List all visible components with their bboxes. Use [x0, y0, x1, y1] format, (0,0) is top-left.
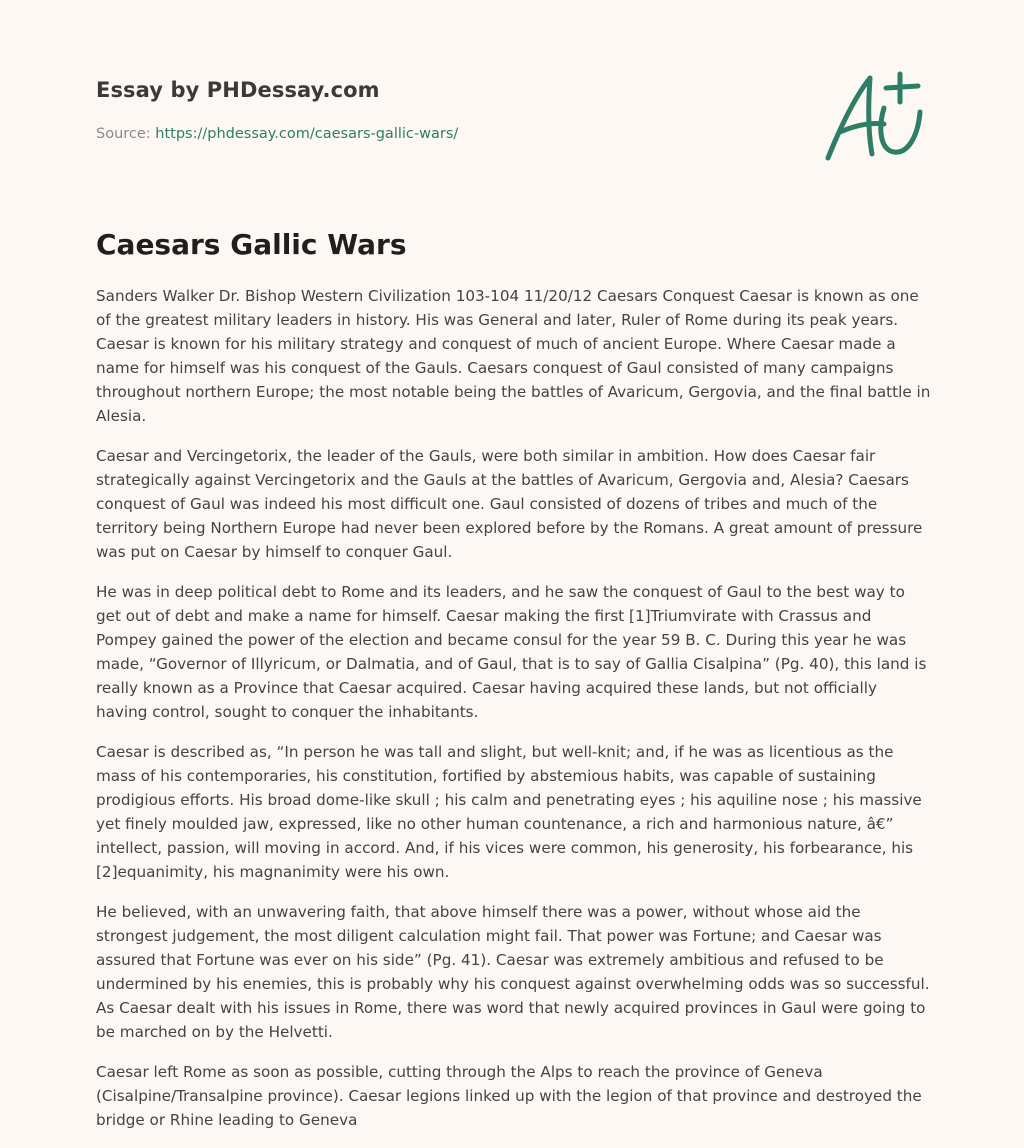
essay-header [96, 76, 656, 144]
source-line [96, 124, 656, 144]
source-label: Source: [96, 126, 151, 142]
a-plus-logo-icon [818, 66, 930, 166]
essay-body [96, 284, 932, 1148]
essay-paragraph: Caesar left Rome as soon as possible, cutting through the Alps to reach the province of Geneva (Cisalpine/Transalpine province). Caesar legions linked up with the legion of that province and destroyed the bridge or Rhine leading to Geneva [96, 1063, 922, 1129]
essay-paragraph: Caesar is described as, “In person he was tall and slight, but well-knit; and, if he was as licentious as the mass of his contemporaries, his constitution, fortified by abstemious habits, was capable of sustaining prodigious efforts. His broad dome-like skull ; his calm and penetrating eyes ; his aquiline nose ; his massive yet finely moulded jaw, expressed, like no other human countenance, a rich and harmonious nature, â€” intellect, passion, will moving in accord. And, if his vices were common, his generosity, his forbearance, his [2]equanimity, his magnanimity were his own. [96, 743, 922, 881]
essay-paragraph: He was in deep political debt to Rome and its leaders, and he saw the conquest of Gaul to the best way to get out of debt and make a name for himself. Caesar making the first [1]Triumvirate with Crassus and Pompey gained the power of the election and became consul for the year 59 B. C. During this year he was made, “Governor of Illyricum, or Dalmatia, and of Gaul, that is to say of Gallia Cisalpina” (Pg. 40), this land is really known as a Province that Caesar acquired. Caesar having acquired these lands, but not officially having control, sought to conquer the inhabitants. [96, 583, 927, 721]
essay-title: Caesars Gallic Wars [96, 228, 407, 261]
essay-paragraph: Caesar and Vercingetorix, the leader of the Gauls, were both similar in ambition. How does Caesar fair strategically against Vercingetorix and the Gauls at the battles of Avaricum, Gergovia and, Alesia? Caesars conquest of Gaul was indeed his most difficult one. Gaul consisted of dozens of tribes and much of the territory being Northern Europe had never been explored before by the Romans. A great amount of pressure was put on Caesar by himself to conquer Gaul. [96, 447, 923, 561]
essay-paragraph: He believed, with an unwavering faith, that above himself there was a power, without whose aid the strongest judgement, the most diligent calculation might fail. That power was Fortune; and Caesar was assured that Fortune was ever on his side” (Pg. 41). Caesar was extremely ambitious and refused to be undermined by his enemies, this is probably why his conquest against overwhelming odds was so successful. As Caesar dealt with his issues in Rome, there was word that newly acquired provinces in Gaul were going to be marched on by the Helvetti. [96, 903, 930, 1041]
source-link[interactable]: https://phdessay.com/caesars-gallic-wars/ [155, 126, 459, 142]
site-brand: Essay by PHDessay.com [96, 78, 380, 102]
essay-paragraph: Sanders Walker Dr. Bishop Western Civilization 103-104 11/20/12 Caesars Conquest Caesar is known as one of the greatest military leaders in history. His was General and later, Ruler of Rome during its peak years. Caesar is known for his military strategy and conquest of much of ancient Europe. Where Caesar made a name for himself was his conquest of the Gauls. Caesars conquest of Gaul consisted of many campaigns throughout northern Europe; the most notable being the battles of Avaricum, Gergovia, and the final battle in Alesia. [96, 287, 931, 425]
